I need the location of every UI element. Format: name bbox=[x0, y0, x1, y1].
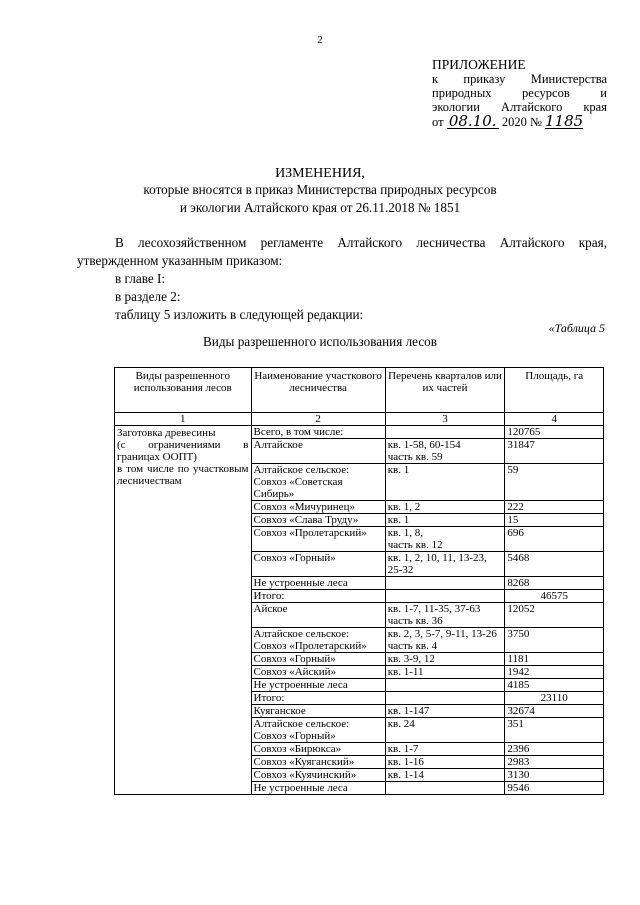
forestry-name-cell: Совхоз «Горный» bbox=[251, 653, 385, 666]
body-line-section: в разделе 2: bbox=[115, 289, 181, 304]
forestry-name-cell: Не устроенные леса bbox=[251, 679, 385, 692]
area-cell: 5468 bbox=[505, 552, 604, 577]
year-number: 2020 № bbox=[501, 115, 542, 129]
area-cell: 120765 bbox=[505, 426, 604, 439]
forestry-name-cell: Итого: bbox=[251, 590, 385, 603]
header-forestry: Наименование участкового лесничества bbox=[251, 368, 385, 413]
activity-text: в том числе по участковым лесничествам bbox=[117, 463, 249, 487]
forestry-name-cell: Совхоз «Айский» bbox=[251, 666, 385, 679]
forestry-name-cell: Совхоз «Горный» bbox=[251, 552, 385, 577]
quarters-cell: кв. 1-7, 11-35, 37-63 часть кв. 36 bbox=[385, 603, 505, 628]
appendix-line-1: к приказу Министерства bbox=[432, 72, 607, 86]
area-cell: 3130 bbox=[505, 769, 604, 782]
forestry-name-cell: Итого: bbox=[251, 692, 385, 705]
table-title: Виды разрешенного использования лесов bbox=[202, 334, 438, 349]
body-paragraph: В лесохозяйственном регламенте Алтайского лесничества Алтайского края, утвержденном указанным приказом: bbox=[77, 235, 607, 268]
area-cell: 59 bbox=[505, 464, 604, 501]
subtitle-line-1: которые вносятся в приказ Министерства природных ресурсов bbox=[143, 182, 497, 197]
quarters-cell bbox=[385, 692, 505, 705]
area-cell: 12052 bbox=[505, 603, 604, 628]
quarters-cell: кв. 1-14 bbox=[385, 769, 505, 782]
forestry-name-cell: Совхоз «Куячинский» bbox=[251, 769, 385, 782]
forest-use-table bbox=[114, 367, 604, 795]
area-cell: 3750 bbox=[505, 628, 604, 653]
header-activity: Виды разрешенного использования лесов bbox=[115, 368, 252, 413]
quarters-cell: кв. 1, 8, часть кв. 12 bbox=[385, 527, 505, 552]
quarters-cell: кв. 1-7 bbox=[385, 743, 505, 756]
table-number-row bbox=[115, 413, 604, 426]
date-prefix: от bbox=[432, 115, 444, 129]
subtitle-line-2: и экологии Алтайского края от 26.11.2018 № 1851 bbox=[179, 200, 461, 215]
forestry-name-cell: Алтайское сельское: Совхоз «Горный» bbox=[251, 718, 385, 743]
table-row bbox=[115, 426, 604, 439]
area-cell: 696 bbox=[505, 527, 604, 552]
col-number: 4 bbox=[505, 413, 604, 426]
area-cell: 222 bbox=[505, 501, 604, 514]
handwritten-date: 08.10. bbox=[447, 114, 499, 129]
forestry-name-cell: Совхоз «Куяганский» bbox=[251, 756, 385, 769]
quarters-cell: кв. 2, 3, 5-7, 9-11, 13-26 часть кв. 4 bbox=[385, 628, 505, 653]
quarters-cell: кв. 1-147 bbox=[385, 705, 505, 718]
quarters-cell bbox=[385, 590, 505, 603]
forestry-name-cell: Куяганское bbox=[251, 705, 385, 718]
table-note: «Таблица 5 bbox=[548, 321, 605, 335]
area-cell: 32674 bbox=[505, 705, 604, 718]
quarters-cell: кв. 1 bbox=[385, 514, 505, 527]
forestry-name-cell: Айское bbox=[251, 603, 385, 628]
activity-text: (с ограничениями в границах ООПТ) bbox=[117, 439, 249, 463]
area-cell: 15 bbox=[505, 514, 604, 527]
activity-cell bbox=[115, 426, 252, 795]
col-number: 3 bbox=[385, 413, 505, 426]
header-area: Площадь, га bbox=[505, 368, 604, 413]
appendix-date-line bbox=[432, 114, 607, 129]
area-cell: 9546 bbox=[505, 782, 604, 795]
forestry-name-cell: Не устроенные леса bbox=[251, 577, 385, 590]
quarters-cell: кв. 1-16 bbox=[385, 756, 505, 769]
document-heading: ИЗМЕНЕНИЯ, bbox=[275, 166, 365, 181]
quarters-cell bbox=[385, 426, 505, 439]
area-cell: 1942 bbox=[505, 666, 604, 679]
quarters-cell: кв. 1 bbox=[385, 464, 505, 501]
area-cell: 1181 bbox=[505, 653, 604, 666]
area-cell: 2983 bbox=[505, 756, 604, 769]
quarters-cell: кв. 3-9, 12 bbox=[385, 653, 505, 666]
body-text bbox=[77, 234, 607, 324]
forestry-name-cell: Совхоз «Бирюкса» bbox=[251, 743, 385, 756]
quarters-cell: кв. 1, 2 bbox=[385, 501, 505, 514]
forestry-name-cell: Совхоз «Слава Труду» bbox=[251, 514, 385, 527]
quarters-cell: кв. 1-11 bbox=[385, 666, 505, 679]
document-subtitle bbox=[80, 181, 560, 217]
area-cell: 23110 bbox=[505, 692, 604, 705]
col-number: 2 bbox=[251, 413, 385, 426]
quarters-cell bbox=[385, 782, 505, 795]
quarters-cell: кв. 1-58, 60-154 часть кв. 59 bbox=[385, 439, 505, 464]
quarters-cell: кв. 1, 2, 10, 11, 13-23, 25-32 bbox=[385, 552, 505, 577]
col-number: 1 bbox=[115, 413, 252, 426]
handwritten-number: 1185 bbox=[545, 112, 584, 130]
area-cell: 2396 bbox=[505, 743, 604, 756]
forestry-name-cell: Алтайское сельское: Совхоз «Советская Сибирь» bbox=[251, 464, 385, 501]
area-cell: 351 bbox=[505, 718, 604, 743]
forestry-name-cell: Всего, в том числе: bbox=[251, 426, 385, 439]
appendix-line-2: природных ресурсов и bbox=[432, 86, 607, 100]
quarters-cell: кв. 24 bbox=[385, 718, 505, 743]
activity-text: Заготовка древесины bbox=[117, 427, 216, 439]
quarters-cell bbox=[385, 577, 505, 590]
table-header-row bbox=[115, 368, 604, 413]
forestry-name-cell: Не устроенные леса bbox=[251, 782, 385, 795]
body-line-table: таблицу 5 изложить в следующей редакции: bbox=[115, 307, 364, 322]
page-number: 2 bbox=[317, 34, 323, 46]
appendix-block bbox=[432, 58, 607, 129]
appendix-line-3: экологии Алтайского края bbox=[432, 100, 607, 114]
area-cell: 4185 bbox=[505, 679, 604, 692]
forestry-name-cell: Алтайское bbox=[251, 439, 385, 464]
header-quarters: Перечень кварталов или их частей bbox=[385, 368, 505, 413]
quarters-cell bbox=[385, 679, 505, 692]
forestry-name-cell: Совхоз «Мичуринец» bbox=[251, 501, 385, 514]
forestry-name-cell: Совхоз «Пролетарский» bbox=[251, 527, 385, 552]
area-cell: 46575 bbox=[505, 590, 604, 603]
area-cell: 31847 bbox=[505, 439, 604, 464]
appendix-title: ПРИЛОЖЕНИЕ bbox=[432, 57, 526, 72]
forestry-name-cell: Алтайское сельское: Совхоз «Пролетарский» bbox=[251, 628, 385, 653]
body-line-chapter: в главе I: bbox=[115, 271, 166, 286]
area-cell: 8268 bbox=[505, 577, 604, 590]
